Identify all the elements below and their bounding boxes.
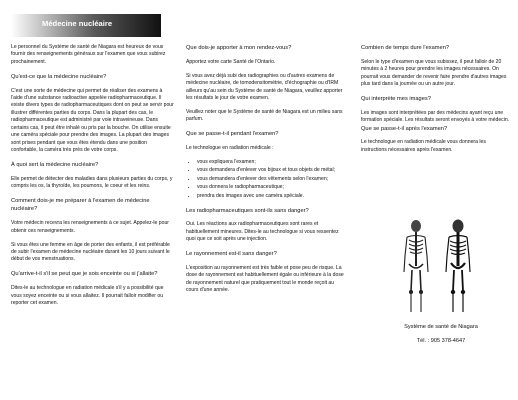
answer-purpose: Elle permet de détecter des maladies dans plusieurs parties du corps, y compris les os, la thyroïde, les poumons, le coeur et les reins. bbox=[11, 175, 173, 190]
question-during-exam: Que se passe-t-il pendant l'examen? bbox=[186, 131, 279, 138]
answer-duration: Selon le type d'examen que vous subissez, il peut falloir de 20 minutes à 2 heures pour prendre les images nécessaires. On pourrait vous demander de revenir faire prendre d'autres images plus tard dans la journée ou un autre jour. bbox=[361, 58, 507, 88]
column-3 bbox=[361, 44, 511, 161]
list-item: • prendra des images avec une caméra spéciale. bbox=[197, 193, 347, 200]
question-pregnant: Qu'arrive-t-il s'il se peut que je sois enceinte ou si j'allaite? bbox=[11, 271, 158, 278]
question-bring: Que dois-je apporter à mon rendez-vous? bbox=[186, 45, 292, 51]
answer-radiation-safe: L'exposition au rayonnement est très faible et pose peu de risque. La dose de rayonnement est habituellement égale ou inférieure à la dose de rayonnement naturel que pratiquement tout le monde reçoit au cours d'une année. bbox=[186, 265, 344, 294]
answer-technologist: Le technologue en radiation médicale : bbox=[186, 145, 274, 152]
question-radiation-safe: Le rayonnement est-il sans danger? bbox=[186, 251, 277, 258]
question-radiopharm-safe: Les radiopharmaceutiques sont-ils sans danger? bbox=[186, 207, 309, 214]
question-after-exam: Que se passe-t-il après l'examen? bbox=[361, 125, 448, 132]
answer-what-is: C'est une sorte de médecine qui permet de réaliser des examens à l'aide d'une substance radioactive appelée radiopharmaceutique. Il existe divers types de radiopharmaceutiques dont on peut se servir pour illustrer différentes parties du corps. Dans la plupart des cas, le radiopharmaceutique est administré par voie intraveineuse. Dans certains cas, il peut être inhalé ou pris par la bouche. On utilise ensuite une caméra spéciale pour prendre des images. La plupart des images sont prises pendant que vous êtes étendu dans une position confortable, la caméra très près de votre corps. bbox=[11, 87, 174, 153]
answer-bring-card: Apportez votre carte Santé de l'Ontario. bbox=[186, 58, 276, 65]
answer-scent-free: Veuillez noter que le Système de santé de Niagara est un milieu sans parfum. bbox=[186, 108, 343, 123]
answer-interpret: Les images sont interprétées par des médecins ayant reçu une formation spéciale. Les résultats seront envoyés à votre médecin. bbox=[361, 109, 510, 124]
skeleton-anterior-view bbox=[404, 220, 428, 312]
answer-menstruation: Si vous êtes une femme en âge de porter des enfants, il est préférable de subir l'examen de médecine nucléaire durant les 10 jours suivant le début de vos menstruations. bbox=[11, 241, 170, 263]
phone-number: Tél. : 905 378-4647 bbox=[416, 338, 466, 344]
title-banner bbox=[11, 14, 161, 37]
answer-radiopharm-safe: Oui. Les réactions aux radiopharmaceutiques sont rares et habituellement mineures. Dites-le au technologue si vous ressentez quoi que ce soit après une injection. bbox=[186, 221, 339, 243]
list-item: • vous expliquera l'examen; bbox=[197, 159, 347, 166]
column-2 bbox=[186, 44, 347, 301]
list-item: • vous demandera d'enlever vos bijoux et tous objets de métal; bbox=[197, 167, 347, 174]
answer-bring-results: Si vous avez déjà subi des radiographies ou d'autres examens de médecine nucléaire, de tomodensitométrie, d'échographie ou d'IRM ailleurs qu'au sein du Système de santé de Niagara, veuillez apporter les résultats le jour de votre examen. bbox=[186, 72, 343, 101]
question-what-is: Qu'est-ce que la médecine nucléaire? bbox=[11, 73, 107, 80]
answer-after-exam: Le technologue en radiation médicale vous donnera les instructions nécessaires après l'examen. bbox=[361, 139, 486, 153]
answer-pregnant: Dites-le au technologue en radiation médicale s'il y a possibilité que vous soyez enceinte ou si vous allaitez. Il pourrait falloir modifier ou reporter cet examen. bbox=[11, 285, 164, 306]
skeleton-posterior-view bbox=[446, 220, 470, 313]
page-title: Médecine nucléaire bbox=[42, 19, 113, 28]
column-1 bbox=[11, 44, 174, 314]
question-preparation: Comment dois-je me préparer à l'examen de médecine nucléaire? bbox=[11, 198, 150, 213]
answer-preparation: Votre médecin recevra les renseignements à ce sujet. Appelez-le pour obtenir ces renseignements. bbox=[11, 220, 169, 234]
list-item: • vous donnera le radiopharmaceutique; bbox=[197, 184, 347, 191]
question-duration: Combien de temps dure l'examen? bbox=[361, 45, 450, 51]
question-purpose: À quoi sert la médecine nucléaire? bbox=[11, 161, 99, 168]
intro-paragraph: Le personnel du Système de santé de Niagara est heureux de vous fournir des renseignements généraux sur l'examen que vous subirez prochainement. bbox=[11, 44, 166, 65]
organization-name: Système de santé de Niagara bbox=[404, 324, 478, 330]
list-item: • vous demandera d'enlever des vêtements selon l'examen; bbox=[197, 176, 347, 183]
technologist-steps-list bbox=[186, 159, 347, 200]
bone-scan-image bbox=[396, 218, 480, 318]
question-interpret: Qui interprète mes images? bbox=[361, 96, 431, 102]
